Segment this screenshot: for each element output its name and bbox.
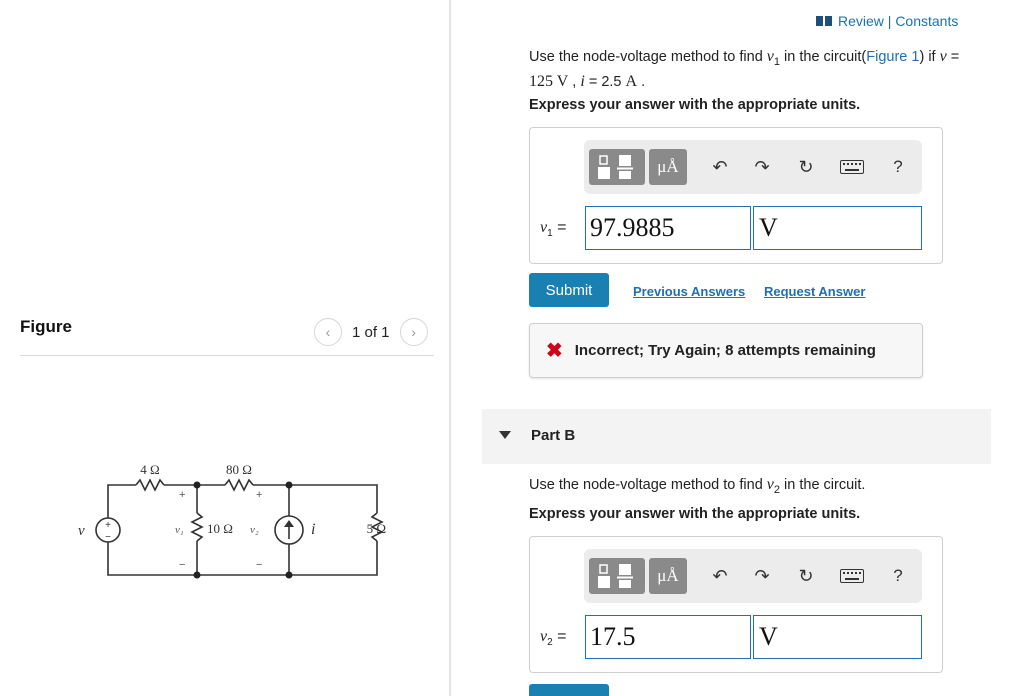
part-b-title: Part B <box>531 427 576 444</box>
undo-icon[interactable]: ↶ <box>712 565 728 586</box>
label-node-2: v₂ <box>250 524 259 536</box>
v1-label <box>540 219 566 239</box>
figure-divider <box>20 355 434 356</box>
var-i: i <box>580 72 585 90</box>
request-answer-link[interactable]: Request Answer <box>764 284 866 299</box>
keyboard-icon[interactable] <box>838 563 866 589</box>
part-a-prompt <box>529 47 991 92</box>
wire-top-right <box>253 485 377 513</box>
part-a-toolbar <box>584 140 922 194</box>
vsource-minus: − <box>105 532 111 543</box>
given-voltage: 125 V <box>529 72 569 90</box>
prompt-text-mid: in the circuit( <box>780 49 867 65</box>
node2-minus: − <box>256 559 263 571</box>
v1-sub: 1 <box>547 228 553 240</box>
v1-var: v <box>540 219 548 236</box>
units-icon: μÅ <box>657 566 679 585</box>
chevron-left-icon: ‹ <box>325 324 331 340</box>
feedback-text: Incorrect; Try Again; 8 attempts remaining <box>574 342 876 359</box>
reset-icon[interactable]: ↻ <box>798 156 814 177</box>
v1-unit-input[interactable]: V <box>753 206 922 250</box>
units-button[interactable] <box>649 558 687 594</box>
v1-eq: = <box>552 219 567 236</box>
part-b-submit-stub[interactable] <box>529 684 609 696</box>
review-constants-label: Review | Constants <box>838 13 959 29</box>
label-i-source: i <box>311 521 316 538</box>
prompt-eq: = <box>946 49 960 65</box>
keyboard-icon[interactable] <box>838 154 866 180</box>
var-v: v <box>766 48 774 65</box>
wire-top-left <box>108 485 136 518</box>
partb-prompt-text: Use the node-voltage method to find <box>529 477 767 493</box>
templates-icon <box>595 153 639 181</box>
node1-minus: − <box>179 559 186 571</box>
redo-icon[interactable]: ↷ <box>754 565 770 586</box>
v2-unit-input[interactable]: V <box>753 615 922 659</box>
templates-icon <box>595 562 639 590</box>
circuit-diagram <box>60 455 390 585</box>
resistor-4-ohm <box>136 480 164 490</box>
units-button[interactable] <box>649 149 687 185</box>
node-ref-dot-left <box>194 572 201 579</box>
help-icon[interactable]: ? <box>893 157 903 176</box>
given-sep: , <box>568 73 581 90</box>
v1-value-input[interactable]: 97.9885 <box>585 206 751 250</box>
help-icon[interactable]: ? <box>893 566 903 585</box>
v2-sub: 2 <box>547 637 553 649</box>
part-a-answer-box <box>529 127 943 264</box>
given-current: = 2.5 <box>584 73 626 90</box>
v2-label <box>540 628 566 648</box>
resistor-10-ohm <box>192 513 202 541</box>
node-1-dot <box>194 482 201 489</box>
given-end: . <box>637 73 646 90</box>
redo-icon[interactable]: ↷ <box>754 156 770 177</box>
given-current-unit: A <box>625 72 638 90</box>
wire-bottom <box>108 541 377 575</box>
node-2-dot <box>286 482 293 489</box>
prompt-text-mid2: ) if <box>919 49 940 65</box>
label-10-ohm: 10 Ω <box>207 521 233 536</box>
label-node-1: v₁ <box>175 524 184 536</box>
caret-down-icon <box>499 431 511 439</box>
var-sub: 1 <box>773 55 781 68</box>
chevron-right-icon: › <box>411 324 416 340</box>
label-v-source: v <box>78 523 85 539</box>
v2-eq: = <box>552 628 567 645</box>
prompt-text: Use the node-voltage method to find <box>529 49 767 65</box>
label-5-ohm: 5 Ω <box>366 521 386 536</box>
submit-button[interactable]: Submit <box>529 273 609 307</box>
reset-icon[interactable]: ↻ <box>798 565 814 586</box>
next-figure-button[interactable] <box>400 318 428 346</box>
review-constants-link[interactable] <box>816 13 958 29</box>
undo-icon[interactable]: ↶ <box>712 156 728 177</box>
partb-var-sub: 2 <box>773 483 781 496</box>
templates-button[interactable] <box>589 149 645 185</box>
label-4-ohm: 4 Ω <box>140 462 160 477</box>
vsource-plus: + <box>105 520 111 531</box>
part-b-answer-box <box>529 536 943 673</box>
previous-answers-link[interactable]: Previous Answers <box>633 284 746 299</box>
part-b-prompt <box>529 476 865 496</box>
figure-pager <box>314 318 428 346</box>
part-b-units-note: Express your answer with the appropriate units. <box>529 506 861 522</box>
figure-1-link[interactable]: Figure 1 <box>866 49 920 65</box>
part-a-units-note: Express your answer with the appropriate units. <box>529 97 861 113</box>
var-v2: v <box>939 48 947 65</box>
book-icon <box>816 16 832 26</box>
resistor-80-ohm <box>225 480 253 490</box>
v2-value-input[interactable]: 17.5 <box>585 615 751 659</box>
label-80-ohm: 80 Ω <box>226 462 252 477</box>
part-b-toolbar <box>584 549 922 603</box>
figure-title: Figure <box>20 317 72 336</box>
node1-plus: + <box>179 489 186 501</box>
prev-figure-button[interactable] <box>314 318 342 346</box>
partb-var-v: v <box>766 476 774 493</box>
pager-text: 1 of 1 <box>352 323 390 341</box>
units-icon: μÅ <box>657 157 679 176</box>
part-b-header[interactable] <box>482 409 991 464</box>
incorrect-x-icon: ✖ <box>546 339 563 362</box>
node2-plus: + <box>256 489 263 501</box>
v2-var: v <box>540 628 548 645</box>
pane-divider <box>449 0 451 696</box>
partb-prompt-end: in the circuit. <box>780 477 866 493</box>
node-ref-dot-right <box>286 572 293 579</box>
templates-button[interactable] <box>589 558 645 594</box>
incorrect-feedback <box>529 323 923 378</box>
